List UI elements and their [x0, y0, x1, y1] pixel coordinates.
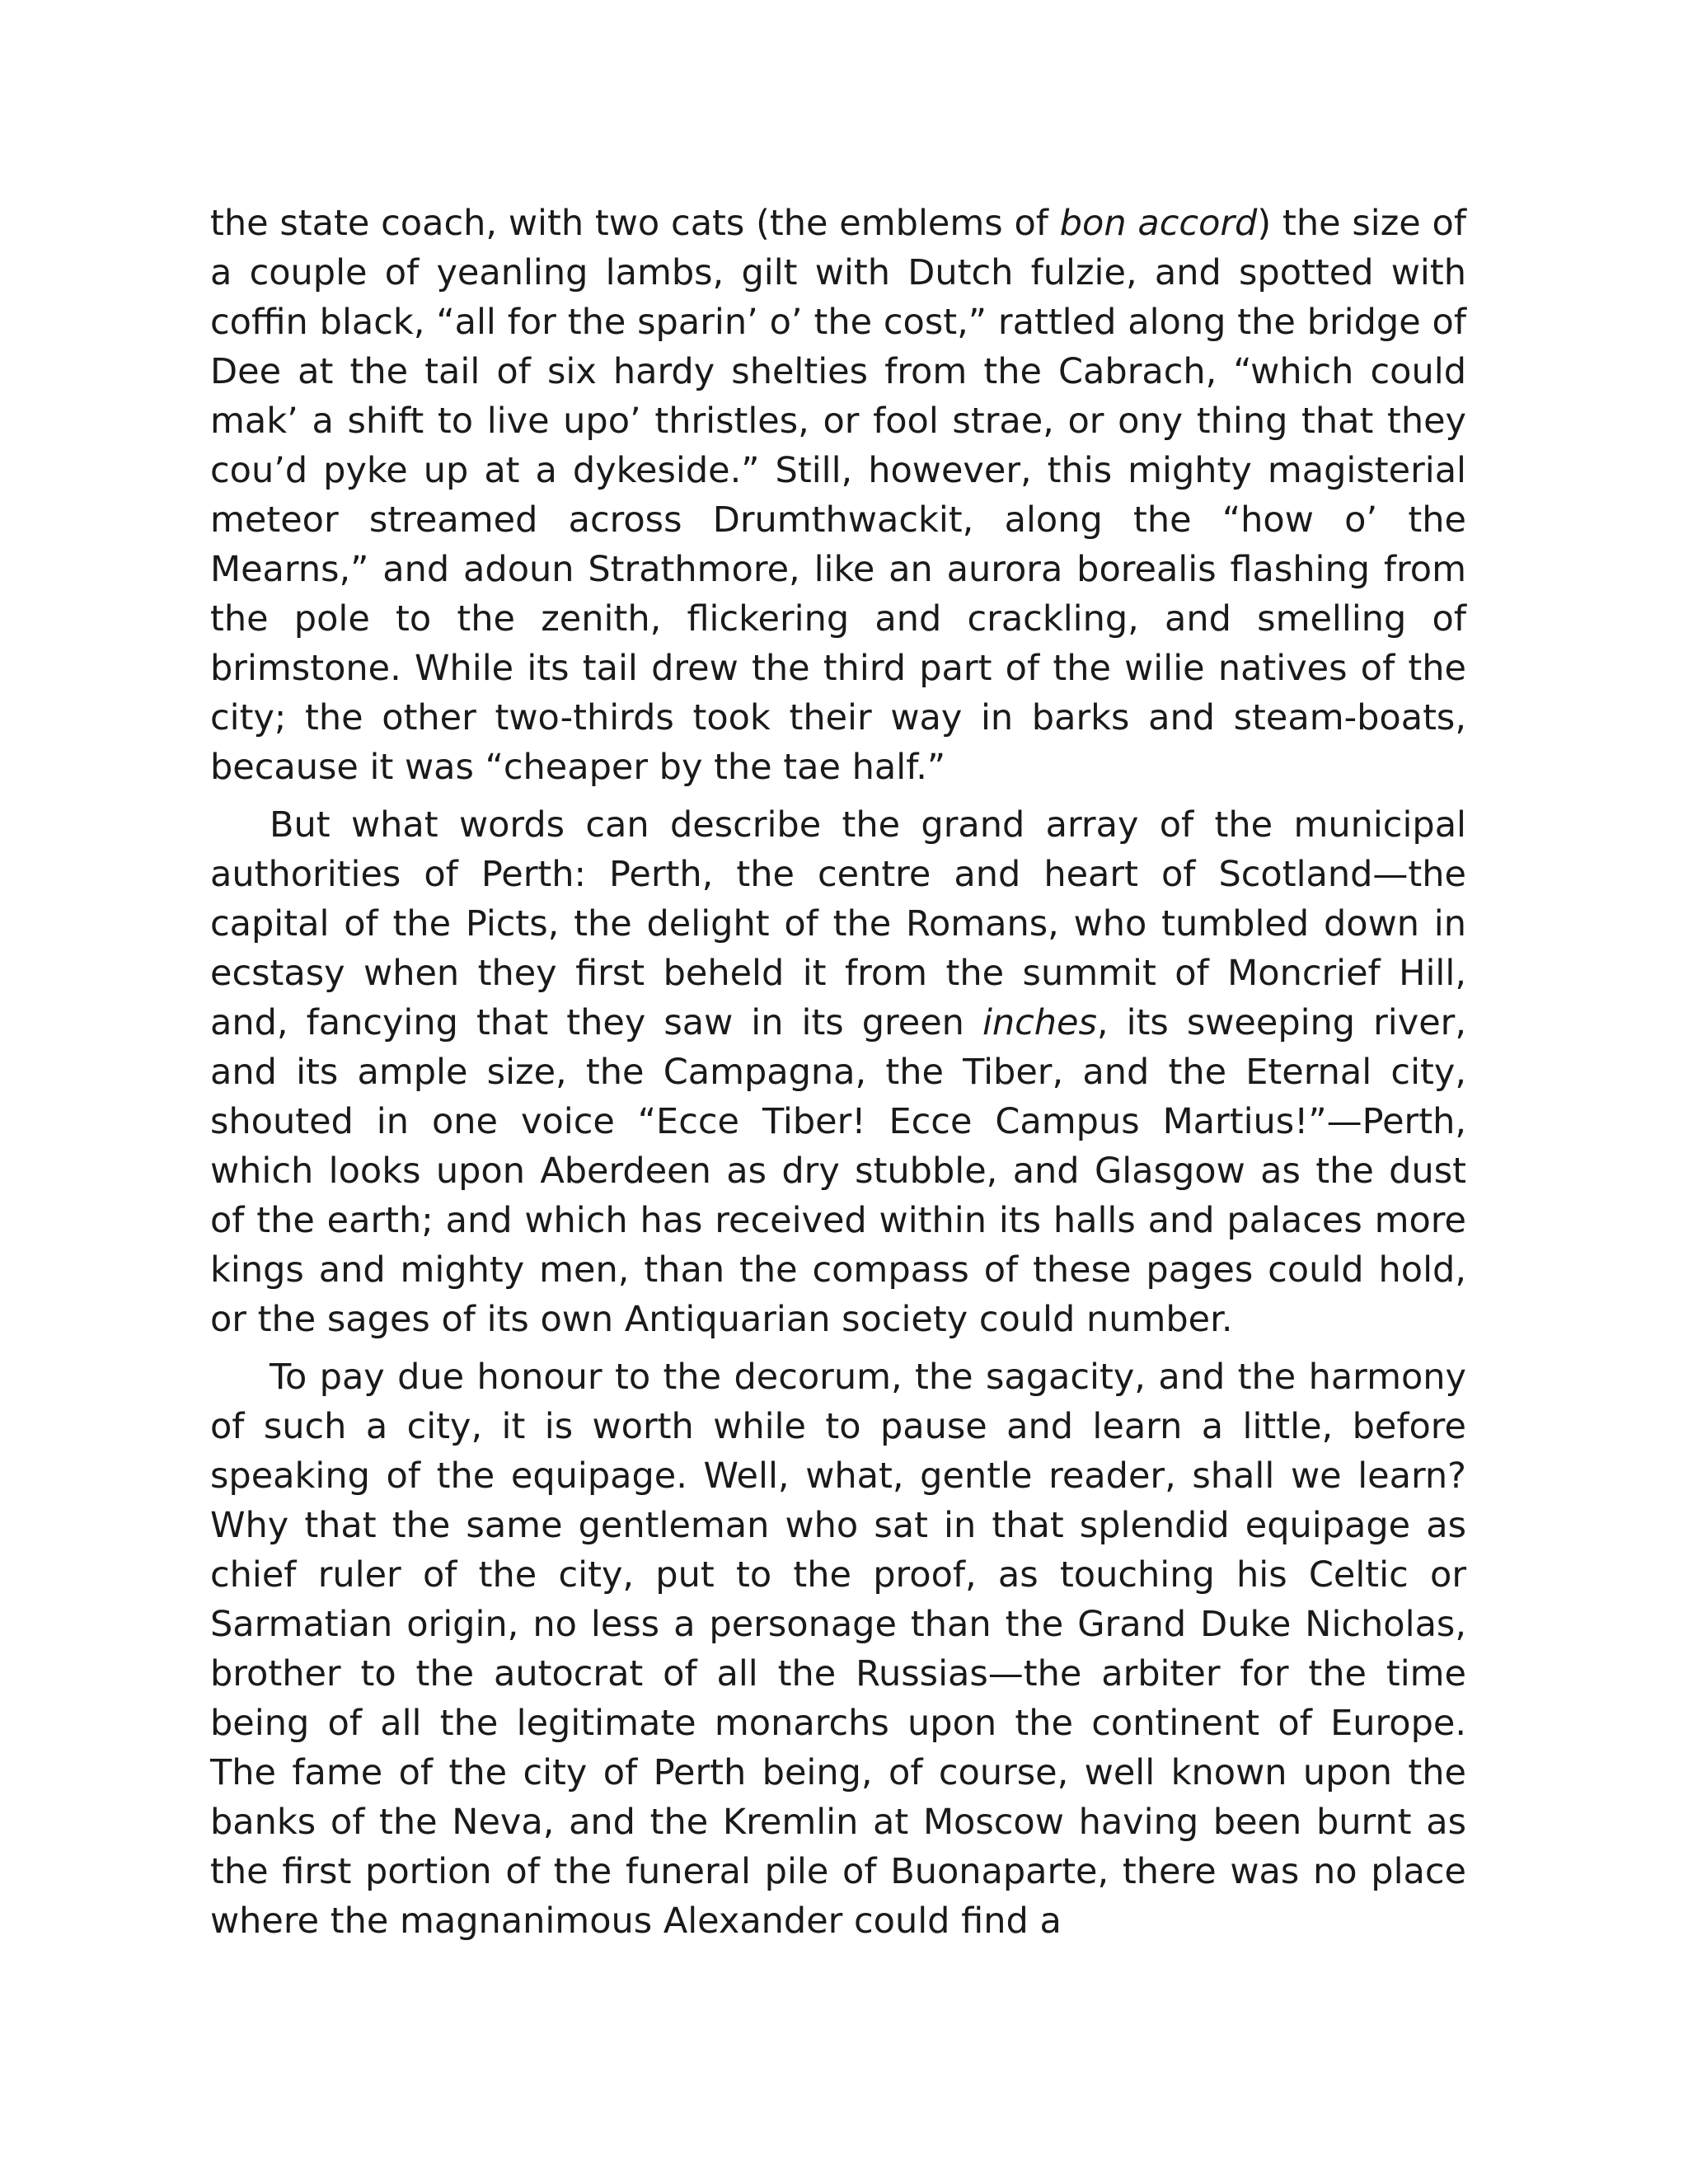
- paragraph-3-text-1: To pay due honour to the decorum, the sagacity, and the harmony of such a city, it is worth while to pause and learn a little, before speaking of the equipage. Well, what, gentle reader, shall we learn? Why that the same gentleman who sat in that splendid equipage as chief ruler of the city, put to the proof, as touching his Celtic or Sarmatian origin, no less a personage than the Grand Duke Nicholas, brother to the autocrat of all the Russias—the arbiter for the time being of all the legitimate monarchs upon the continent of Europe. The fame of the city of Perth being, of course, well known upon the banks of the Neva, and the Kremlin at Moscow having been burnt as the first portion of the funeral pile of Buonaparte, there was no place where the magnanimous Alexander could find a: [210, 1357, 1466, 1942]
- paragraph-3: [210, 1352, 1466, 1946]
- paragraph-1: [210, 199, 1466, 792]
- paragraph-1-text-2: ) the size of a couple of yeanling lambs, gilt with Dutch fulzie, and spotted with coffin black, “all for the sparin’ o’ the cost,” rattled along the bridge of Dee at the tail of six hardy shelties from the Cabrach, “which could mak’ a shift to live upo’ thristles, or fool strae, or ony thing that they cou’d pyke up at a dykeside.” Still, however, this mighty magisterial meteor streamed across Drumthwackit, along the “how o’ the Mearns,” and adoun Strathmore, like an aurora borealis flashing from the pole to the zenith, flickering and crackling, and smelling of brimstone. While its tail drew the third part of the wilie natives of the city; the other two-thirds took their way in barks and steam-boats, because it was “cheaper by the tae half.”: [210, 203, 1467, 788]
- paragraph-1-text-1: the state coach, with two cats (the emblems of: [210, 203, 1060, 244]
- paragraph-2-text-1: But what words can describe the grand array of the municipal authorities of Perth: Perth, the centre and heart of Scotland—the capital of the Picts, the delight of the Romans, who tumbled down in ecstasy when they first beheld it from the summit of Moncrief Hill, and, fancying that they saw in its green: [210, 804, 1466, 1043]
- paragraph-1-italic-bon-accord: bon accord: [1059, 203, 1258, 244]
- paragraph-2-italic-inches: inches: [982, 1002, 1097, 1043]
- document-page: [210, 199, 1466, 1946]
- paragraph-2-text-2: , its sweeping river, and its ample size, the Campagna, the Tiber, and the Eternal city, shouted in one voice “Ecce Tiber! Ecce Campus Martius!”—Perth, which looks upon Aberdeen as dry stubble, and Glasgow as the dust of the earth; and which has received within its halls and palaces more kings and mighty men, than the compass of these pages could hold, or the sages of its own Antiquarian society could number.: [210, 1002, 1467, 1340]
- paragraph-2: [210, 800, 1466, 1344]
